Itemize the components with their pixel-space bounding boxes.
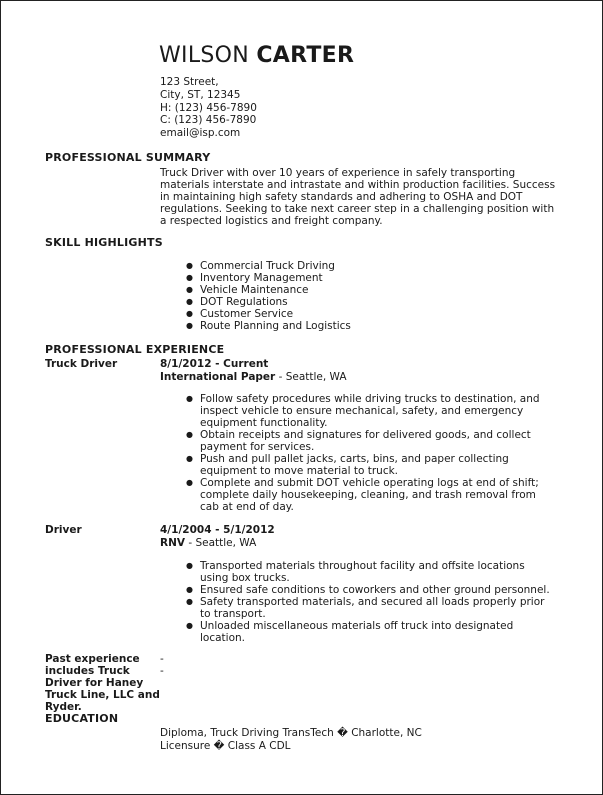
list-item: ● Customer Service <box>184 308 351 320</box>
list-item: ● Safety transported materials, and secured all loads properly prior to transport. <box>184 596 554 620</box>
job-dates: 4/1/2004 - 5/1/2012 <box>160 524 275 536</box>
candidate-name <box>159 43 354 68</box>
list-item: ● Inventory Management <box>184 272 351 284</box>
job-employer <box>160 371 347 383</box>
skills-heading: SKILL HIGHLIGHTS <box>45 236 163 249</box>
experience-heading: PROFESSIONAL EXPERIENCE <box>45 343 225 356</box>
employer-location: - Seattle, WA <box>275 371 347 383</box>
summary-text: Truck Driver with over 10 years of experience in safely transporting materials interstate and intrastate and within production facilities. Success in maintaining high safety standards and adhering to OSHA and DOT regulations. Seeking to take next career step in a challenging position with a respected logistics and freight company. <box>160 167 556 227</box>
list-item: ● Complete and submit DOT vehicle operating logs at end of shift; complete daily housekeeping, cleaning, and trash removal from cab at end of day. <box>184 477 554 513</box>
list-item: ● Unloaded miscellaneous materials off truck into designated location. <box>184 620 554 644</box>
summary-heading: PROFESSIONAL SUMMARY <box>45 151 211 164</box>
education-list <box>160 727 422 752</box>
education-item: Licensure � Class A CDL <box>160 739 291 752</box>
past-dash: - <box>160 665 164 677</box>
list-item: ● DOT Regulations <box>184 296 351 308</box>
duties-list <box>184 393 554 513</box>
home-phone: H: (123) 456-7890 <box>160 101 257 114</box>
job-title: Truck Driver <box>45 358 118 370</box>
cell-phone: C: (123) 456-7890 <box>160 114 257 127</box>
list-item: ● Follow safety procedures while driving trucks to destination, and inspect vehicle to ensure mechanical, safety, and emergency equipment functionality. <box>184 393 554 429</box>
address-line: 123 Street, <box>160 76 219 88</box>
skills-list <box>184 260 351 332</box>
duties-list <box>184 560 554 644</box>
list-item: ● Route Planning and Logistics <box>184 320 351 332</box>
past-experience-note: Past experience includes Truck Driver for Haney Truck Line, LLC and Ryder. <box>45 653 160 713</box>
job-employer <box>160 537 256 549</box>
education-item: Diploma, Truck Driving TransTech � Charlotte, NC <box>160 727 422 739</box>
employer-name: RNV <box>160 537 185 549</box>
education-heading: EDUCATION <box>45 712 119 725</box>
list-item: ● Transported materials throughout facility and offsite locations using box trucks. <box>184 560 554 584</box>
job-title: Driver <box>45 524 82 536</box>
list-item: ● Vehicle Maintenance <box>184 284 351 296</box>
email: email@isp.com <box>160 127 241 140</box>
list-item: ● Obtain receipts and signatures for delivered goods, and collect payment for services. <box>184 429 554 453</box>
past-dash: - <box>160 653 164 665</box>
employer-location: - Seattle, WA <box>185 537 257 549</box>
list-item: ● Ensured safe conditions to coworkers and other ground personnel. <box>184 584 554 596</box>
first-name: WILSON <box>159 43 250 68</box>
list-item: ● Push and pull pallet jacks, carts, bins, and paper collecting equipment to move material to truck. <box>184 453 554 477</box>
employer-name: International Paper <box>160 371 276 383</box>
job-dates: 8/1/2012 - Current <box>160 358 269 370</box>
contact-block <box>160 76 257 140</box>
last-name: CARTER <box>256 43 355 68</box>
list-item: ● Commercial Truck Driving <box>184 260 351 272</box>
city-line: City, ST, 12345 <box>160 88 241 101</box>
